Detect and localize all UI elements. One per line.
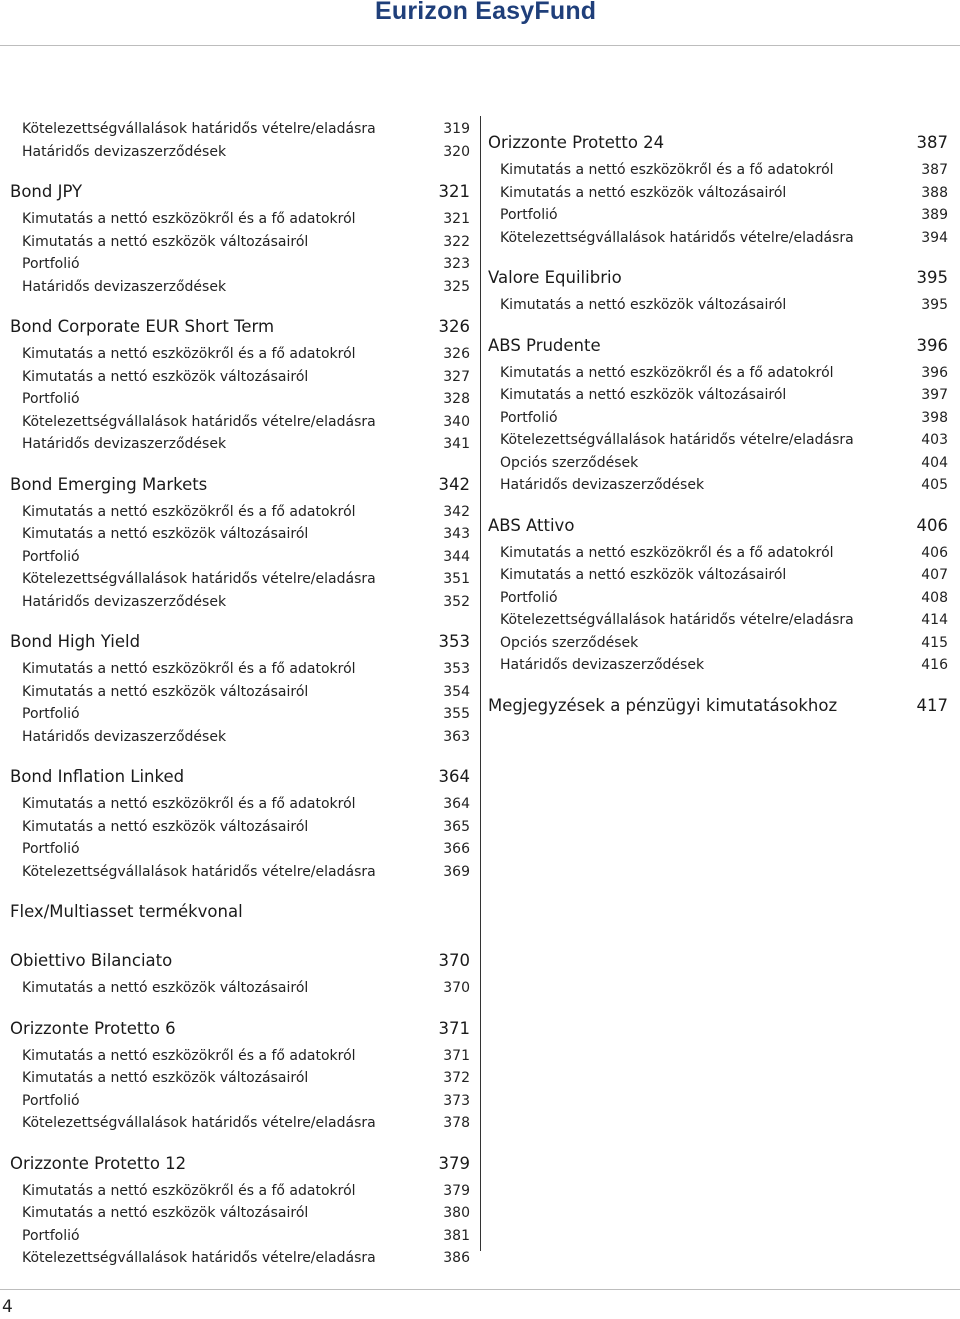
toc-entry[interactable] bbox=[488, 227, 948, 250]
toc-entry[interactable] bbox=[10, 658, 470, 681]
toc-entry-page: 407 bbox=[921, 567, 948, 583]
toc-entry[interactable] bbox=[488, 654, 948, 677]
toc-section-bond-corporate bbox=[10, 312, 470, 456]
section-page: 353 bbox=[438, 632, 470, 651]
toc-entry-page: 371 bbox=[443, 1047, 470, 1064]
toc-entry[interactable] bbox=[10, 1202, 470, 1225]
toc-entry-page: 387 bbox=[921, 162, 948, 178]
section-title: Orizzonte Protetto 6 bbox=[10, 1018, 176, 1038]
section-page: 387 bbox=[916, 133, 948, 152]
toc-entry-label: Határidős devizaszerződések bbox=[22, 728, 227, 745]
page-number: 4 bbox=[2, 1297, 13, 1317]
toc-entry-label: Kimutatás a nettó eszközökről és a fő adatokról bbox=[22, 1047, 356, 1064]
toc-entry-page: 321 bbox=[443, 211, 470, 227]
toc-entry[interactable] bbox=[10, 141, 470, 164]
toc-entry-label: Kimutatás a nettó eszközökről és a fő adatokról bbox=[500, 364, 834, 381]
toc-entry-page: 354 bbox=[443, 683, 470, 700]
toc-entry-page: 370 bbox=[443, 980, 470, 996]
toc-entry[interactable] bbox=[10, 816, 470, 839]
toc-entry[interactable] bbox=[10, 118, 470, 141]
toc-entry-page: 344 bbox=[443, 548, 470, 565]
toc-entry[interactable] bbox=[10, 1180, 470, 1203]
toc-entry-label: Kimutatás a nettó eszközök változásairól bbox=[22, 683, 309, 700]
toc-entry-label: Kimutatás a nettó eszközök változásairól bbox=[500, 297, 787, 313]
toc-entry-page: 378 bbox=[443, 1115, 470, 1131]
toc-entry[interactable] bbox=[488, 362, 948, 385]
toc-entry-label: Kimutatás a nettó eszközök változásairól bbox=[22, 233, 309, 250]
toc-entry[interactable] bbox=[488, 474, 948, 497]
toc-entry[interactable] bbox=[488, 587, 948, 610]
toc-entry-label: Kimutatás a nettó eszközökről és a fő adatokról bbox=[500, 162, 834, 178]
toc-section-bond-inflation bbox=[10, 762, 470, 883]
toc-section-continued bbox=[10, 118, 470, 163]
toc-entry-page: 364 bbox=[443, 796, 470, 812]
toc-entry-label: Kötelezettségvállalások határidős vételre/eladásra bbox=[22, 121, 376, 137]
toc-entry-label: Kimutatás a nettó eszközök változásairól bbox=[22, 526, 309, 542]
toc-left-column bbox=[10, 118, 470, 1270]
toc-entry-label: Határidős devizaszerződések bbox=[22, 143, 227, 160]
toc-entry[interactable] bbox=[10, 411, 470, 434]
toc-right-column bbox=[488, 132, 948, 722]
toc-entry-page: 320 bbox=[443, 143, 470, 160]
toc-entry-label: Portfolió bbox=[500, 589, 558, 606]
toc-entry[interactable] bbox=[488, 204, 948, 227]
toc-entry[interactable] bbox=[488, 632, 948, 655]
toc-entry-label: Kimutatás a nettó eszközök változásairól bbox=[22, 1070, 309, 1086]
toc-section-heading[interactable] bbox=[488, 511, 948, 542]
toc-entry-page: 327 bbox=[443, 368, 470, 385]
toc-section-valore bbox=[488, 263, 948, 317]
toc-section-bond-high-yield bbox=[10, 627, 470, 748]
toc-section-heading[interactable] bbox=[10, 762, 470, 793]
section-page: 396 bbox=[916, 335, 948, 355]
toc-entry-label: Kimutatás a nettó eszközökről és a fő adatokról bbox=[22, 796, 356, 812]
toc-entry-page: 379 bbox=[443, 1182, 470, 1199]
toc-entry-label: Kötelezettségvállalások határidős vételre/eladásra bbox=[22, 413, 376, 430]
toc-entry[interactable] bbox=[488, 429, 948, 452]
toc-entry-label: Kötelezettségvállalások határidős vételre/eladásra bbox=[22, 1250, 376, 1266]
toc-entry-page: 414 bbox=[921, 612, 948, 628]
toc-entry[interactable] bbox=[10, 591, 470, 614]
toc-entry-page: 394 bbox=[921, 229, 948, 246]
toc-entry-label: Kötelezettségvállalások határidős vételre/eladásra bbox=[22, 571, 376, 587]
toc-entry[interactable] bbox=[488, 384, 948, 407]
toc-entry[interactable] bbox=[10, 366, 470, 389]
toc-entry-page: 353 bbox=[443, 661, 470, 677]
section-title: Orizzonte Protetto 12 bbox=[10, 1153, 187, 1173]
toc-entry-page: 395 bbox=[921, 297, 948, 313]
toc-entry-page: 322 bbox=[443, 233, 470, 250]
section-title: ABS Prudente bbox=[488, 335, 601, 355]
toc-entry-label: Kötelezettségvállalások határidős vételre/eladásra bbox=[500, 612, 854, 628]
toc-entry-page: 323 bbox=[443, 256, 470, 272]
section-title: Megjegyzések a pénzügyi kimutatásokhoz bbox=[488, 695, 838, 715]
toc-entry-label: Portfolió bbox=[22, 391, 80, 407]
product-line-heading bbox=[10, 897, 470, 928]
toc-entry-label: Portfolió bbox=[22, 1227, 80, 1244]
toc-entry-page: 405 bbox=[921, 477, 948, 493]
toc-entry-page: 398 bbox=[921, 409, 948, 426]
toc-entry-label: Határidős devizaszerződések bbox=[22, 593, 227, 610]
toc-section-heading[interactable] bbox=[10, 950, 470, 973]
toc-entry[interactable] bbox=[10, 388, 470, 411]
toc-entry[interactable] bbox=[10, 208, 470, 231]
toc-entry-page: 381 bbox=[443, 1227, 470, 1244]
toc-entry[interactable] bbox=[488, 542, 948, 565]
toc-entry-label: Portfolió bbox=[500, 409, 558, 426]
document-title: Eurizon EasyFund bbox=[375, 0, 597, 25]
section-title: ABS Attivo bbox=[488, 515, 575, 535]
section-page: 395 bbox=[916, 268, 948, 287]
toc-entry-label: Portfolió bbox=[22, 706, 80, 722]
toc-entry[interactable] bbox=[10, 1247, 470, 1270]
toc-entry[interactable] bbox=[10, 861, 470, 884]
toc-entry-label: Kimutatás a nettó eszközökről és a fő adatokról bbox=[22, 1182, 356, 1199]
toc-entry-page: 325 bbox=[443, 278, 470, 295]
toc-entry-label: Kötelezettségvállalások határidős vételre/eladásra bbox=[500, 229, 854, 246]
toc-entry[interactable] bbox=[10, 433, 470, 456]
toc-entry-page: 340 bbox=[443, 413, 470, 430]
toc-entry[interactable] bbox=[10, 523, 470, 546]
product-line-title: Flex/Multiasset termékvonal bbox=[10, 902, 243, 921]
toc-entry[interactable] bbox=[10, 253, 470, 276]
toc-entry[interactable] bbox=[488, 609, 948, 632]
toc-entry[interactable] bbox=[10, 343, 470, 366]
section-page: 370 bbox=[438, 951, 470, 970]
toc-entry-label: Kimutatás a nettó eszközök változásairól bbox=[22, 368, 309, 385]
toc-entry-label: Kimutatás a nettó eszközök változásairól bbox=[500, 184, 787, 201]
toc-entry-page: 404 bbox=[921, 454, 948, 471]
toc-entry-page: 352 bbox=[443, 593, 470, 610]
toc-entry[interactable] bbox=[488, 159, 948, 182]
toc-entry-page: 415 bbox=[921, 634, 948, 651]
toc-entry-page: 406 bbox=[921, 544, 948, 561]
toc-entry[interactable] bbox=[10, 977, 470, 1000]
section-title: Obiettivo Bilanciato bbox=[10, 951, 173, 970]
toc-entry-label: Kimutatás a nettó eszközökről és a fő adatokról bbox=[22, 503, 356, 520]
toc-section-bond-jpy bbox=[10, 177, 470, 298]
toc-entry-label: Kimutatás a nettó eszközökről és a fő adatokról bbox=[500, 544, 834, 561]
toc-section-orizzonte-6 bbox=[10, 1014, 470, 1135]
footer-divider bbox=[0, 1289, 960, 1290]
toc-entry[interactable] bbox=[10, 568, 470, 591]
toc-section-heading[interactable] bbox=[488, 691, 948, 722]
toc-entry[interactable] bbox=[10, 546, 470, 569]
toc-entry-page: 416 bbox=[921, 657, 948, 673]
toc-section-heading[interactable] bbox=[10, 312, 470, 343]
section-page: 417 bbox=[916, 695, 948, 715]
toc-entry-page: 363 bbox=[443, 728, 470, 745]
toc-entry-label: Kimutatás a nettó eszközökről és a fő adatokról bbox=[22, 211, 356, 227]
toc-entry[interactable] bbox=[10, 1112, 470, 1135]
toc-entry-page: 351 bbox=[443, 571, 470, 587]
section-title: Bond High Yield bbox=[10, 632, 141, 651]
toc-section-notes bbox=[488, 691, 948, 722]
section-page: 371 bbox=[438, 1018, 470, 1038]
section-page: 379 bbox=[438, 1153, 470, 1173]
toc-entry[interactable] bbox=[10, 1090, 470, 1113]
toc-entry-page: 355 bbox=[443, 706, 470, 722]
toc-entry[interactable] bbox=[10, 1067, 470, 1090]
toc-entry[interactable] bbox=[488, 452, 948, 475]
toc-entry-page: 408 bbox=[921, 589, 948, 606]
toc-entry-page: 372 bbox=[443, 1070, 470, 1086]
toc-entry[interactable] bbox=[488, 564, 948, 587]
toc-section-bond-emerging bbox=[10, 470, 470, 614]
toc-entry-label: Kötelezettségvállalások határidős vételre/eladásra bbox=[22, 1115, 376, 1131]
toc-section-heading[interactable] bbox=[10, 1149, 470, 1180]
toc-entry[interactable] bbox=[10, 1225, 470, 1248]
toc-entry-label: Határidős devizaszerződések bbox=[500, 657, 705, 673]
toc-entry-label: Határidős devizaszerződések bbox=[22, 278, 227, 295]
toc-entry-page: 397 bbox=[921, 387, 948, 403]
toc-entry[interactable] bbox=[10, 276, 470, 299]
toc-entry-label: Portfolió bbox=[22, 841, 80, 857]
toc-section-heading[interactable] bbox=[10, 1014, 470, 1045]
toc-entry-label: Opciós szerződések bbox=[500, 454, 639, 471]
toc-entry-page: 403 bbox=[921, 432, 948, 448]
toc-entry-label: Kimutatás a nettó eszközök változásairól bbox=[500, 567, 787, 583]
section-page: 364 bbox=[438, 767, 470, 786]
page-header bbox=[0, 0, 960, 46]
section-page: 406 bbox=[916, 515, 948, 535]
toc-section-orizzonte-12 bbox=[10, 1149, 470, 1270]
toc-entry-page: 343 bbox=[443, 526, 470, 542]
toc-entry[interactable] bbox=[10, 726, 470, 749]
toc-entry[interactable] bbox=[10, 1045, 470, 1068]
toc-section-abs-prudente bbox=[488, 331, 948, 497]
toc-entry-page: 396 bbox=[921, 364, 948, 381]
toc-entry-page: 366 bbox=[443, 841, 470, 857]
toc-entry-label: Portfolió bbox=[500, 207, 558, 223]
toc-section-orizzonte-24 bbox=[488, 132, 948, 249]
toc-entry-page: 342 bbox=[443, 503, 470, 520]
toc-entry-label: Kimutatás a nettó eszközök változásairól bbox=[22, 980, 309, 996]
section-page: 321 bbox=[438, 182, 470, 201]
header-divider bbox=[0, 45, 960, 46]
toc-entry-label: Kimutatás a nettó eszközökről és a fő adatokról bbox=[22, 661, 356, 677]
toc-entry-page: 389 bbox=[921, 207, 948, 223]
section-title: Orizzonte Protetto 24 bbox=[488, 133, 665, 152]
toc-entry[interactable] bbox=[10, 231, 470, 254]
toc-entry[interactable] bbox=[10, 793, 470, 816]
toc-entry-page: 388 bbox=[921, 184, 948, 201]
toc-entry-page: 365 bbox=[443, 818, 470, 835]
toc-section-heading[interactable] bbox=[488, 331, 948, 362]
toc-entry-label: Portfolió bbox=[22, 256, 80, 272]
toc-entry[interactable] bbox=[10, 681, 470, 704]
toc-entry-label: Kimutatás a nettó eszközök változásairól bbox=[22, 818, 309, 835]
toc-entry-page: 328 bbox=[443, 391, 470, 407]
toc-entry-label: Határidős devizaszerződések bbox=[22, 436, 227, 452]
toc-entry-label: Kimutatás a nettó eszközökről és a fő adatokról bbox=[22, 346, 356, 362]
section-title: Bond Inflation Linked bbox=[10, 767, 185, 786]
toc-section-heading[interactable] bbox=[488, 132, 948, 155]
toc-entry-page: 341 bbox=[443, 436, 470, 452]
section-title: Bond JPY bbox=[10, 182, 83, 201]
toc-entry-label: Határidős devizaszerződések bbox=[500, 477, 705, 493]
toc-entry-label: Kimutatás a nettó eszközök változásairól bbox=[500, 387, 787, 403]
toc-entry[interactable] bbox=[488, 407, 948, 430]
toc-entry-label: Kötelezettségvállalások határidős vételre/eladásra bbox=[22, 863, 376, 880]
toc-entry-label: Kimutatás a nettó eszközök változásairól bbox=[22, 1205, 309, 1221]
toc-section-heading[interactable] bbox=[488, 263, 948, 294]
toc-section-abs-attivo bbox=[488, 511, 948, 677]
toc-entry[interactable] bbox=[488, 294, 948, 317]
toc-entry-page: 319 bbox=[443, 121, 470, 137]
toc-section-obiettivo bbox=[10, 950, 470, 1000]
toc-entry-label: Kötelezettségvállalások határidős vételre/eladásra bbox=[500, 432, 854, 448]
section-title: Bond Corporate EUR Short Term bbox=[10, 317, 275, 336]
toc-entry-page: 373 bbox=[443, 1092, 470, 1109]
column-divider bbox=[480, 116, 481, 1251]
toc-section-heading[interactable] bbox=[10, 177, 470, 208]
section-page: 326 bbox=[438, 317, 470, 336]
toc-entry-page: 386 bbox=[443, 1250, 470, 1266]
toc-entry[interactable] bbox=[10, 838, 470, 861]
toc-section-heading[interactable] bbox=[10, 470, 470, 501]
section-page: 342 bbox=[438, 474, 470, 494]
section-title: Bond Emerging Markets bbox=[10, 474, 208, 494]
toc-entry-label: Opciós szerződések bbox=[500, 634, 639, 651]
toc-entry[interactable] bbox=[488, 182, 948, 205]
toc-entry[interactable] bbox=[10, 501, 470, 524]
toc-section-heading[interactable] bbox=[10, 627, 470, 658]
section-title: Valore Equilibrio bbox=[488, 268, 622, 287]
toc-entry-page: 380 bbox=[443, 1205, 470, 1221]
toc-entry-label: Portfolió bbox=[22, 548, 80, 565]
toc-entry-label: Portfolió bbox=[22, 1092, 80, 1109]
toc-entry[interactable] bbox=[10, 703, 470, 726]
toc-entry-page: 369 bbox=[443, 863, 470, 880]
toc-entry-page: 326 bbox=[443, 346, 470, 362]
